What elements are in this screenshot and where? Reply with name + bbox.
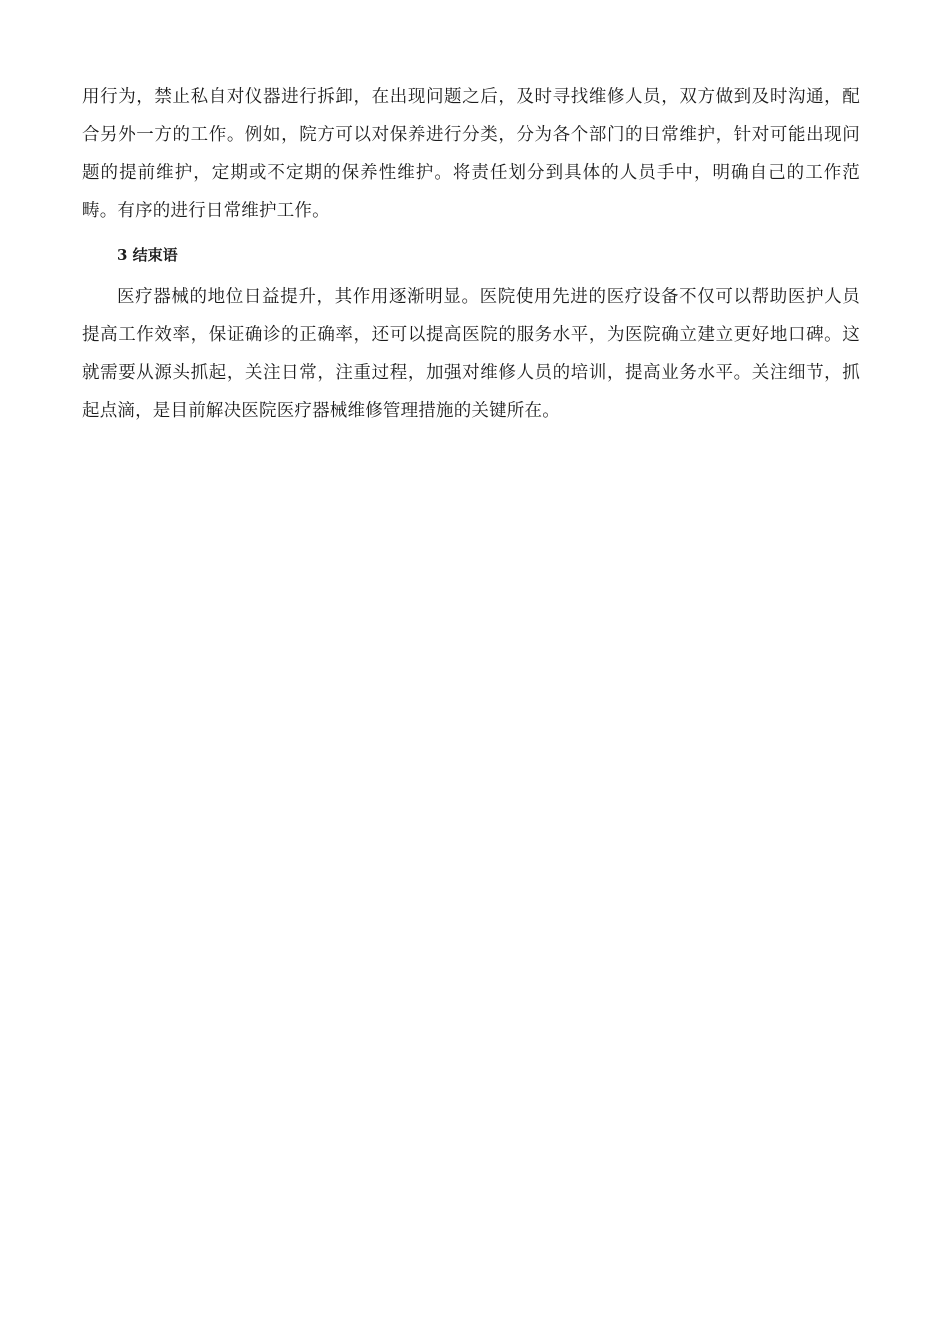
document-page (82, 78, 860, 430)
body-paragraph-continuation: 用行为，禁止私自对仪器进行拆卸，在出现问题之后，及时寻找维修人员，双方做到及时沟通，配合另外一方的工作。例如，院方可以对保养进行分类，分为各个部门的日常维护，针对可能出现问题的提前维护，定期或不定期的保养性维护。将责任划分到具体的人员手中，明确自己的工作范畴。有序的进行日常维护工作。 (82, 87, 860, 221)
section-heading-conclusion: 3 结束语 (117, 246, 178, 264)
body-paragraph-conclusion: 医疗器械的地位日益提升，其作用逐渐明显。医院使用先进的医疗设备不仅可以帮助医护人员提高工作效率，保证确诊的正确率，还可以提高医院的服务水平，为医院确立建立更好地口碑。这就需要从源头抓起，关注日常，注重过程，加强对维修人员的培训，提高业务水平。关注细节，抓起点滴，是目前解决医院医疗器械维修管理措施的关键所在。 (82, 287, 860, 421)
